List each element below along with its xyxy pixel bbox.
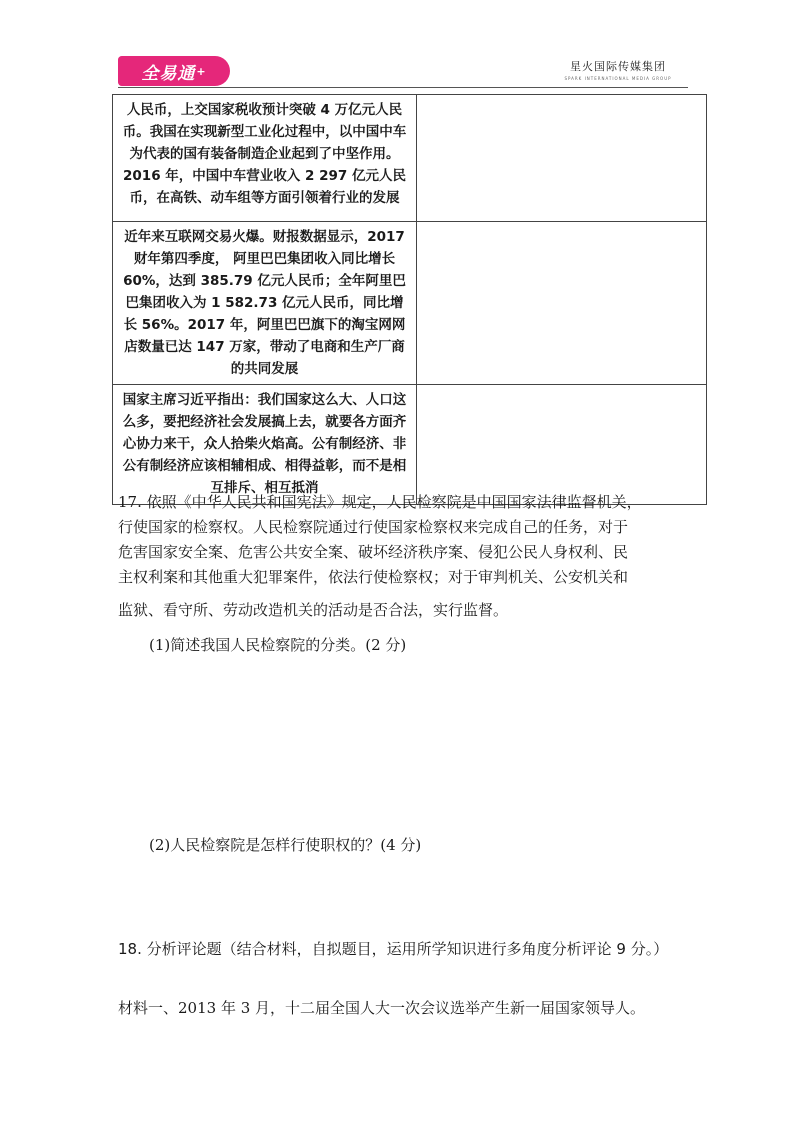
- table-cell-answer[interactable]: [417, 222, 707, 385]
- table-row: [113, 385, 707, 505]
- brand-logo: [118, 56, 230, 86]
- q17-line: 监狱、看守所、劳动改造机关的活动是否合法，实行监督。: [118, 601, 509, 619]
- table-row: [113, 95, 707, 222]
- org-block: [548, 58, 688, 81]
- q17-subquestion-1: (1)简述我国人民检察院的分类。(2 分): [149, 636, 407, 654]
- q17-line: 主权利案和其他重大犯罪案件，依法行使检察权；对于审判机关、公安机关和: [118, 568, 629, 586]
- table-cell-material: 人民币，上交国家税收预计突破 4 万亿元人民币。我国在实现新型工业化过程中，以中国中车为代表的国有装备制造企业起到了中坚作用。2016 年，中国中车营业收入 2 297 亿元人民币，在高铁、动车组等方面引领着行业的发展: [113, 95, 417, 222]
- q17-line: 17. 依照《中华人民共和国宪法》规定，人民检察院是中国国家法律监督机关，: [118, 493, 642, 511]
- table-cell-material: 近年来互联网交易火爆。财报数据显示，2017 财年第四季度， 阿里巴巴集团收入同比增长 60%，达到 385.79 亿元人民币；全年阿里巴巴集团收入为 1 582.73 亿元人民币，同比增长 56%。2017 年，阿里巴巴旗下的淘宝网网店数量已达 147 万家，带动了电商和生产厂商的共同发展: [113, 222, 417, 385]
- table-cell-answer[interactable]: [417, 385, 707, 505]
- org-name: 星火国际传媒集团: [570, 60, 666, 73]
- material-table: [112, 94, 707, 505]
- table-row: [113, 222, 707, 385]
- header-divider: [118, 87, 688, 88]
- table-cell-material: 国家主席习近平指出：我们国家这么大、人口这么多，要把经济社会发展搞上去，就要各方面齐心协力来干，众人拾柴火焰高。公有制经济、非公有制经济应该相辅相成、相得益彰，而不是相互排斥、相互抵消: [113, 385, 417, 505]
- logo-text: 全易通: [141, 63, 196, 84]
- question-18-title: 18. 分析评论题（结合材料，自拟题目，运用所学知识进行多角度分析评论 9 分。）: [118, 940, 669, 958]
- org-subtitle: SPARK INTERNATIONAL MEDIA GROUP: [564, 76, 672, 81]
- table-cell-answer[interactable]: [417, 95, 707, 222]
- q17-line: 行使国家的检察权。人民检察院通过行使国家检察权来完成自己的任务，对于: [118, 518, 629, 536]
- material-1: 材料一、2013 年 3 月，十二届全国人大一次会议选举产生新一届国家领导人。: [118, 999, 646, 1017]
- q17-subquestion-2: (2)人民检察院是怎样行使职权的？(4 分): [149, 836, 422, 854]
- q17-line: 危害国家安全案、危害公共安全案、破坏经济秩序案、侵犯公民人身权利、民: [118, 543, 629, 561]
- logo-plus: +: [196, 64, 207, 78]
- question-17: [118, 490, 688, 623]
